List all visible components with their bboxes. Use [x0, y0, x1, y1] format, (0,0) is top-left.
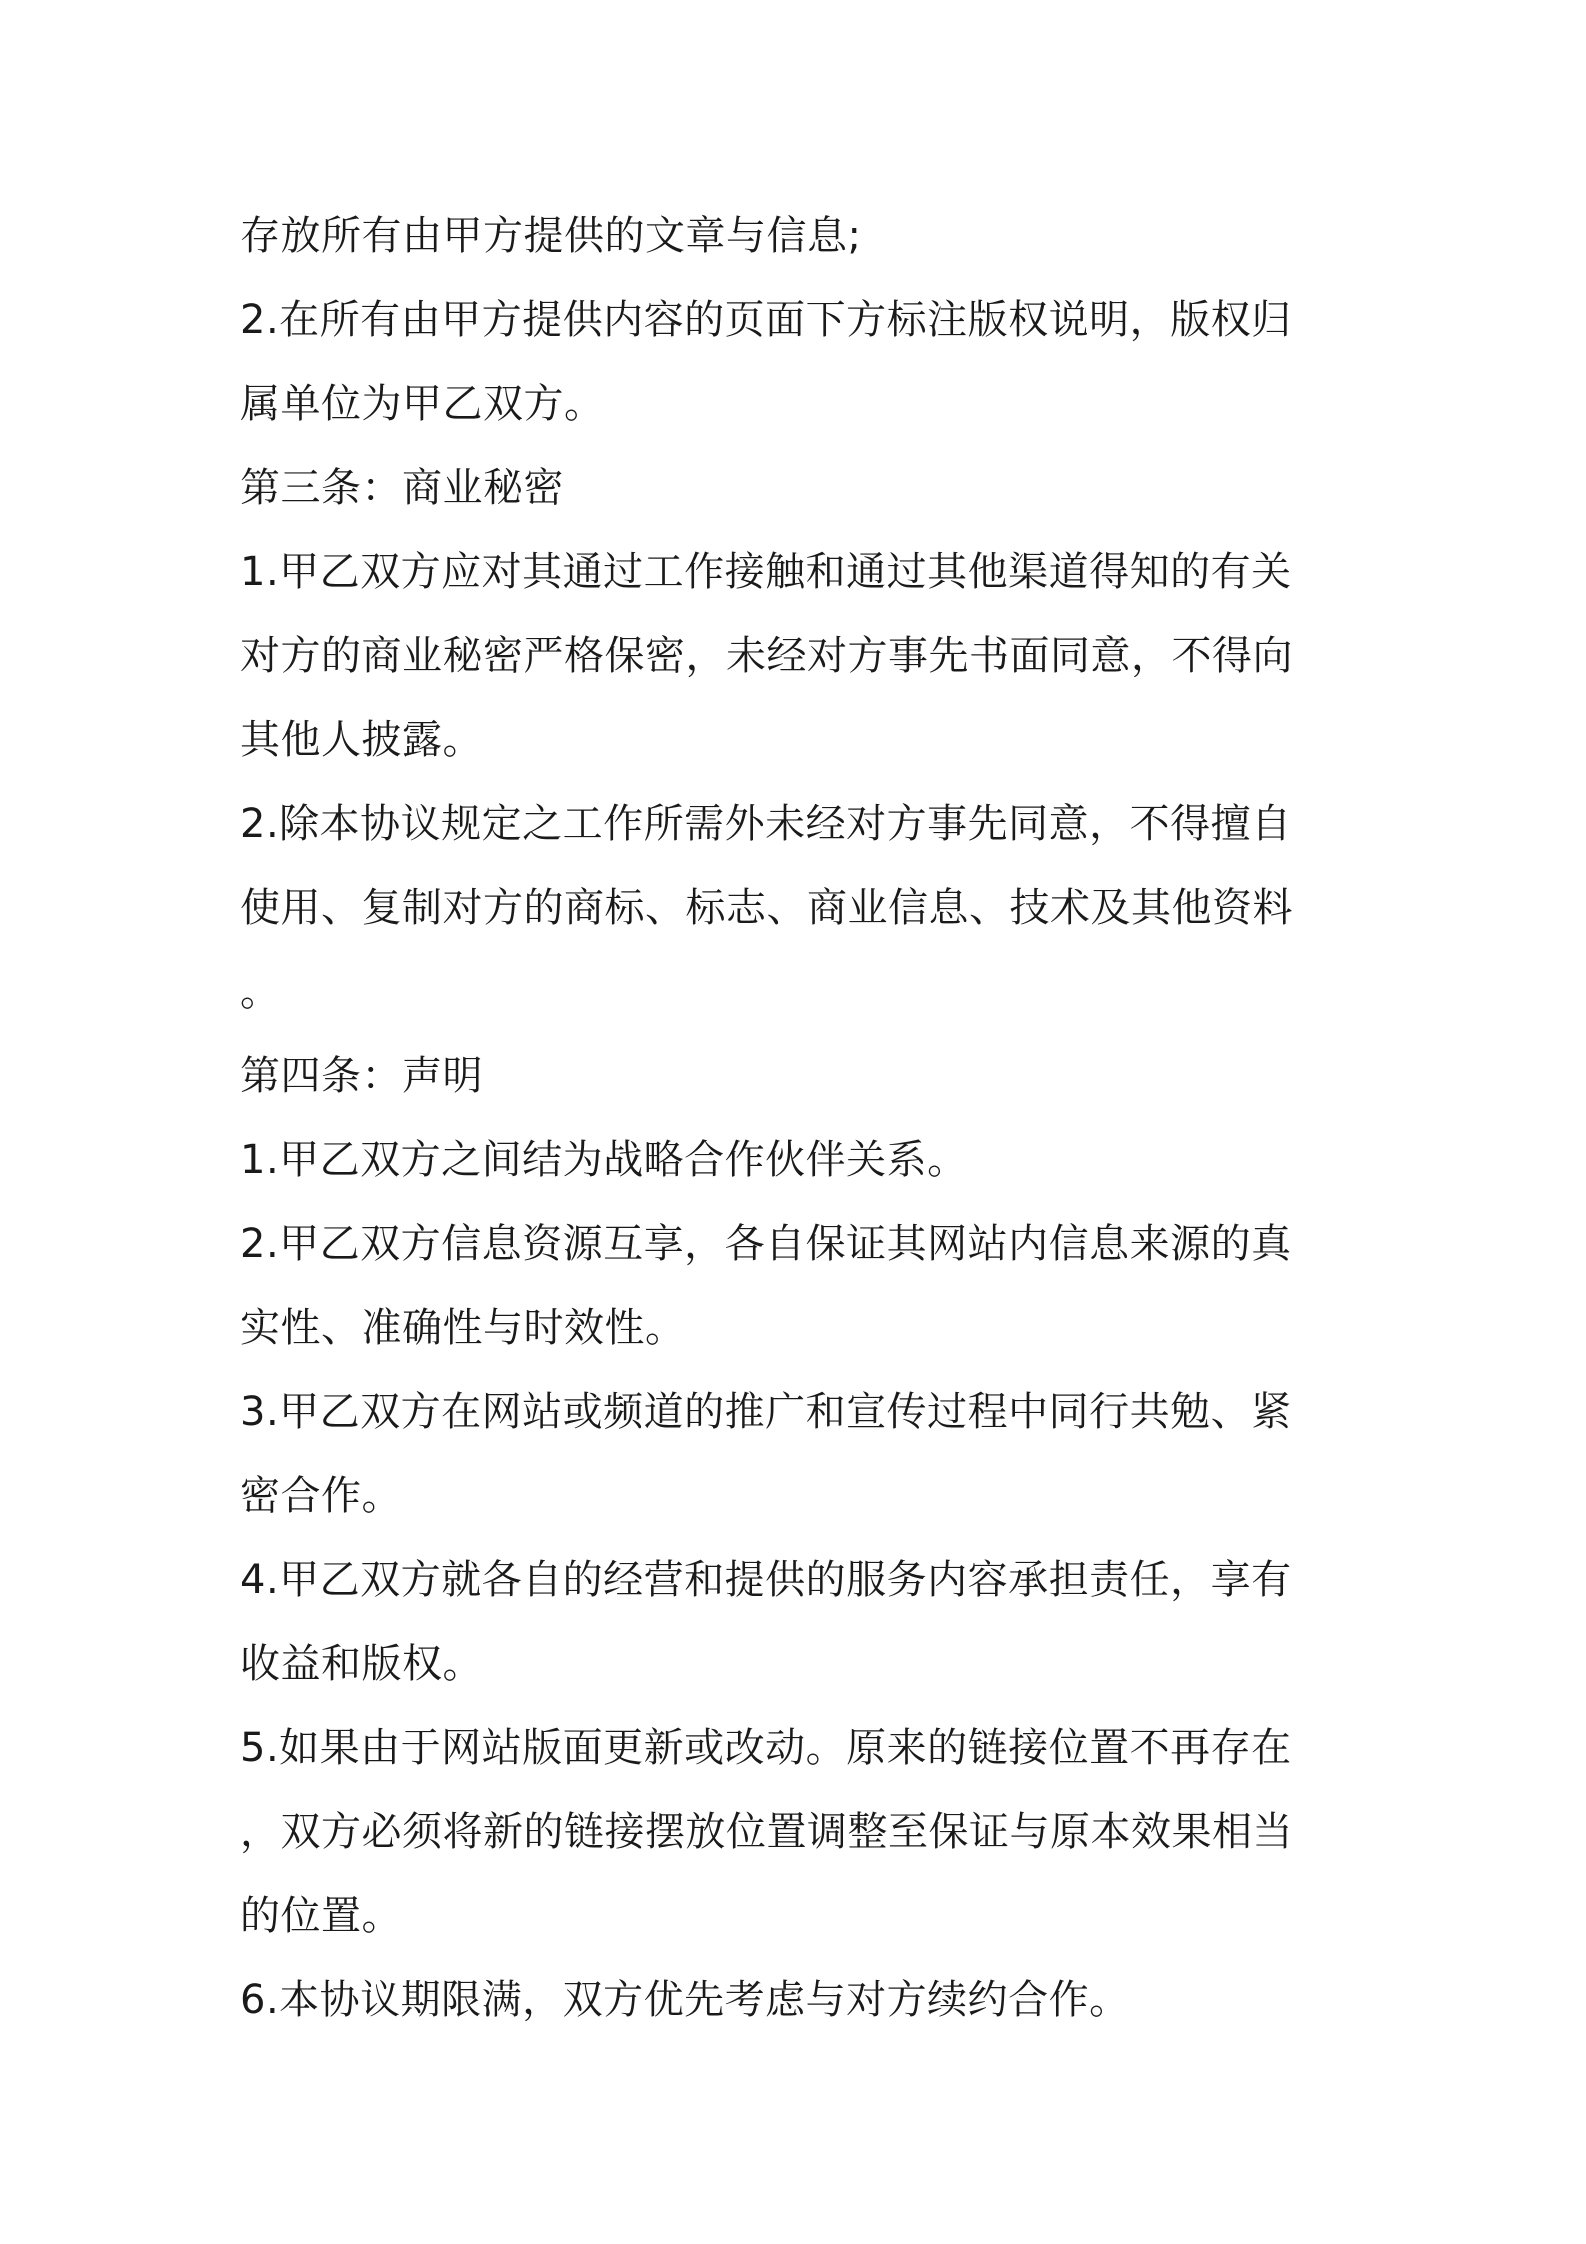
text-line-18: 收益和版权。	[240, 1641, 483, 1687]
text-line-10: 。	[240, 969, 281, 1015]
text-line-2: 2.在所有由甲方提供内容的页面下方标注版权说明，版权归	[240, 297, 1292, 343]
text-line-8: 2.除本协议规定之工作所需外未经对方事先同意，不得擅自	[240, 801, 1292, 847]
text-line-14: 实性、准确性与时效性。	[240, 1305, 686, 1351]
text-line-7: 其他人披露。	[240, 717, 483, 763]
text-line-5: 1.甲乙双方应对其通过工作接触和通过其他渠道得知的有关	[240, 549, 1292, 595]
text-line-22: 6.本协议期限满，双方优先考虑与对方续约合作。	[240, 1977, 1130, 2023]
section-heading-article-3: 第三条：商业秘密	[240, 465, 564, 511]
text-line-20: ，双方必须将新的链接摆放位置调整至保证与原本效果相当	[240, 1809, 1293, 1855]
text-line-17: 4.甲乙双方就各自的经营和提供的服务内容承担责任，享有	[240, 1557, 1292, 1603]
text-line-13: 2.甲乙双方信息资源互享，各自保证其网站内信息来源的真	[240, 1221, 1292, 1267]
text-line-6: 对方的商业秘密严格保密，未经对方事先书面同意，不得向	[240, 633, 1293, 679]
section-heading-article-4: 第四条：声明	[240, 1053, 483, 1099]
text-line-16: 密合作。	[240, 1473, 402, 1519]
document-body	[240, 194, 1358, 2042]
text-line-15: 3.甲乙双方在网站或频道的推广和宣传过程中同行共勉、紧	[240, 1389, 1292, 1435]
text-line-19: 5.如果由于网站版面更新或改动。原来的链接位置不再存在	[240, 1725, 1292, 1771]
text-line-3: 属单位为甲乙双方。	[240, 381, 605, 427]
text-line-12: 1.甲乙双方之间结为战略合作伙伴关系。	[240, 1137, 968, 1183]
text-line-21: 的位置。	[240, 1893, 402, 1939]
text-line-1: 存放所有由甲方提供的文章与信息;	[240, 213, 862, 259]
text-line-9: 使用、复制对方的商标、标志、商业信息、技术及其他资料	[240, 885, 1293, 931]
